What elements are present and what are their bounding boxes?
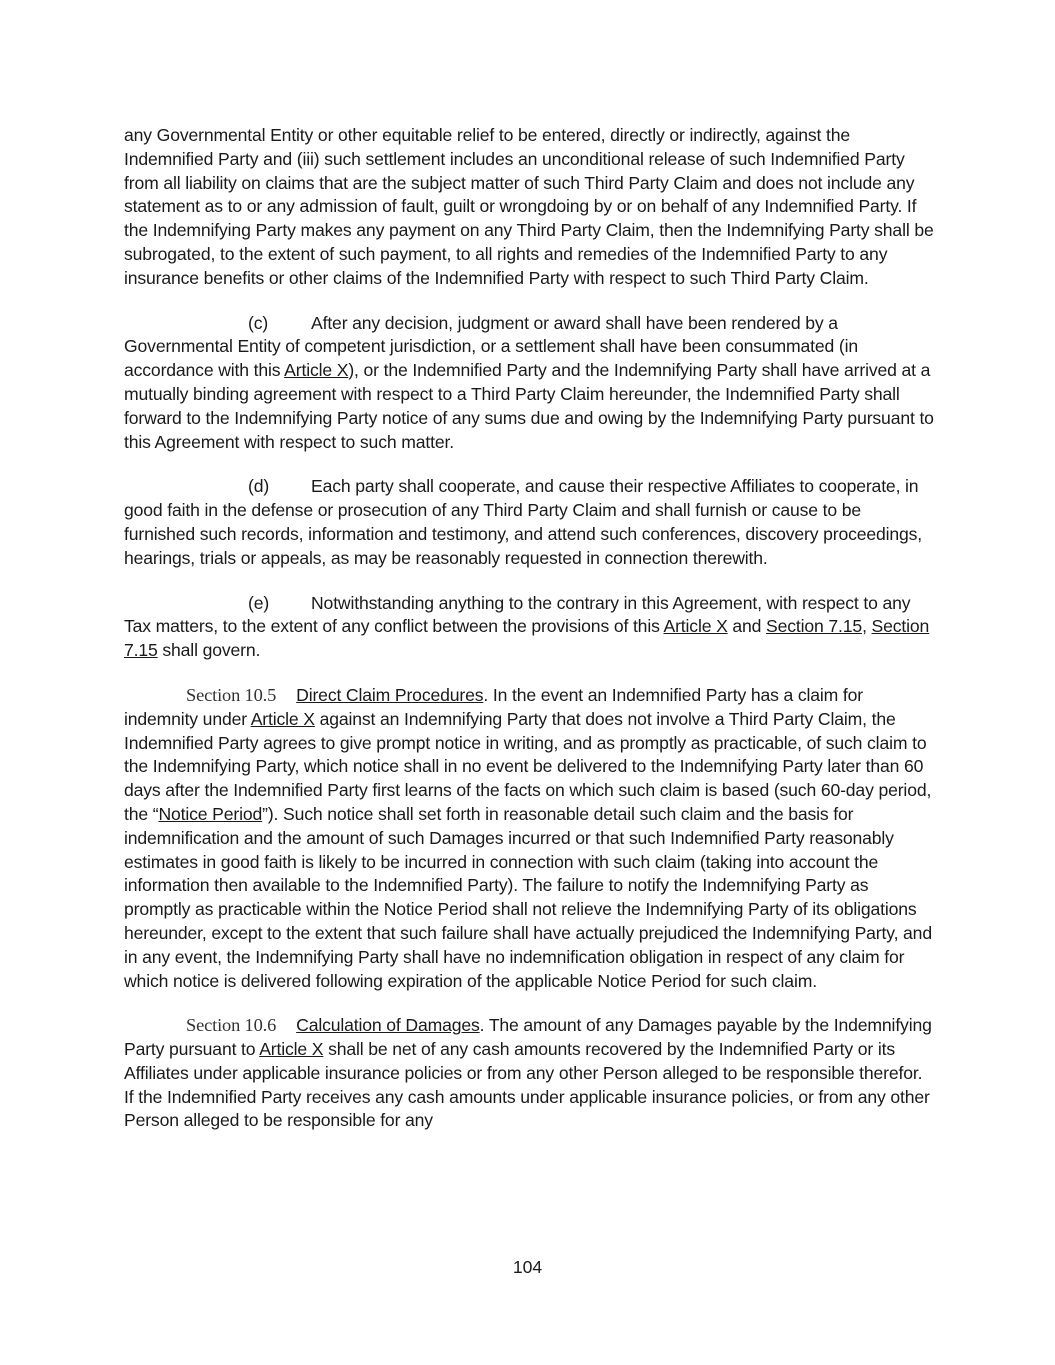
section-number: Section 10.6 xyxy=(186,1015,277,1036)
section-7-15-reference: Section 7.15 xyxy=(766,616,863,637)
paragraph-text: any Governmental Entity or other equitable relief to be entered, directly or indirectly, against the Indemnified Party and (iii) such settlement includes an unconditional release of such Indemnified Party from all liability on claims that are the subject matter of such Third Party Claim and does not include any statement as to or any admission of fault, guilt or wrongdoing by or on behalf of any Indemnified Party. If the Indemnifying Party makes any payment on any Third Party Claim, then the Indemnifying Party shall be subrogated, to the extent of such payment, to all rights and remedies of the Indemnified Party to any insurance benefits or other claims of the Indemnified Party with respect to such Third Party Claim. xyxy=(124,125,934,288)
section-text: against an Indemnifying Party that does not involve a Third Party Claim, the Indemnified Party agrees to give prompt notice in writing, and as promptly as practicable, of such claim to the Indemnifying Party, which notice shall in no event be delivered to the Indemnifying Party later than 60 days after the Indemnified Party first learns of the facts on which such claim is based (such 60-day period, the “ xyxy=(124,708,932,824)
document-body xyxy=(124,124,936,1154)
section-7-15-reference: Section 7.15 xyxy=(124,616,930,661)
subsection-label: (e) xyxy=(248,592,270,613)
article-x-reference: Article X xyxy=(284,360,349,381)
article-x-reference: Article X xyxy=(663,616,728,637)
subsection-text: ), or the Indemnified Party and the Indemnifying Party shall have arrived at a mutually binding agreement with respect to a Third Party Claim hereunder, the Indemnified Party shall forward to the Indemnifying Party notice of any sums due and owing by the Indemnifying Party pursuant to this Agreement with respect to such matter. xyxy=(124,360,934,452)
section-10-5 xyxy=(124,684,936,993)
section-text: . In the event an Indemnified Party has a claim for indemnity under xyxy=(124,684,863,729)
subsection-text: , xyxy=(862,616,872,637)
section-text: shall be net of any cash amounts recovered by the Indemnified Party or its Affiliates under applicable insurance policies or from any other Person alleged to be responsible therefor. If the Indemnified Party receives any cash amounts under applicable insurance policies, or from any other Person alleged to be responsible for any xyxy=(124,1039,930,1131)
section-text: . The amount of any Damages payable by the Indemnifying Party pursuant to xyxy=(124,1015,932,1060)
subsection-c xyxy=(124,312,936,455)
paragraph-continuation xyxy=(124,124,936,291)
subsection-e xyxy=(124,592,936,663)
notice-period-defined-term: Notice Period xyxy=(158,803,263,824)
subsection-d xyxy=(124,475,936,570)
subsection-text: and xyxy=(727,616,767,637)
article-x-reference: Article X xyxy=(250,708,315,729)
subsection-text: After any decision, judgment or award shall have been rendered by a Governmental Entity of competent jurisdiction, or a settlement shall have been consummated (in accordance with this xyxy=(124,312,859,381)
section-10-6 xyxy=(124,1014,936,1133)
article-x-reference: Article X xyxy=(259,1039,324,1060)
subsection-label: (d) xyxy=(248,476,270,497)
page-number: 104 xyxy=(512,1257,543,1277)
section-text: ”). Such notice shall set forth in reasonable detail such claim and the basis for indemnification and the amount of such Damages incurred or that such Indemnified Party reasonably estimates in good faith is likely to be incurred in connection with such claim (taking into account the information then available to the Indemnified Party). The failure to notify the Indemnifying Party as promptly as practicable within the Notice Period shall not relieve the Indemnifying Party of its obligations hereunder, except to the extent that such failure shall have actually prejudiced the Indemnifying Party, and in any event, the Indemnifying Party shall have no indemnification obligation in respect of any claim for which notice is delivered following expiration of the applicable Notice Period for such claim. xyxy=(124,803,932,991)
subsection-label: (c) xyxy=(248,312,269,333)
section-number: Section 10.5 xyxy=(186,684,277,705)
subsection-text: shall govern. xyxy=(157,640,261,661)
section-heading: Direct Claim Procedures xyxy=(296,684,484,705)
subsection-text: Each party shall cooperate, and cause their respective Affiliates to cooperate, in good faith in the defense or prosecution of any Third Party Claim and shall furnish or cause to be furnished such records, information and testimony, and attend such conferences, discovery proceedings, hearings, trials or appeals, as may be reasonably requested in connection therewith. xyxy=(124,476,923,568)
section-heading: Calculation of Damages xyxy=(296,1015,480,1036)
subsection-text: Notwithstanding anything to the contrary in this Agreement, with respect to any Tax matters, to the extent of any conflict between the provisions of this xyxy=(124,592,911,637)
